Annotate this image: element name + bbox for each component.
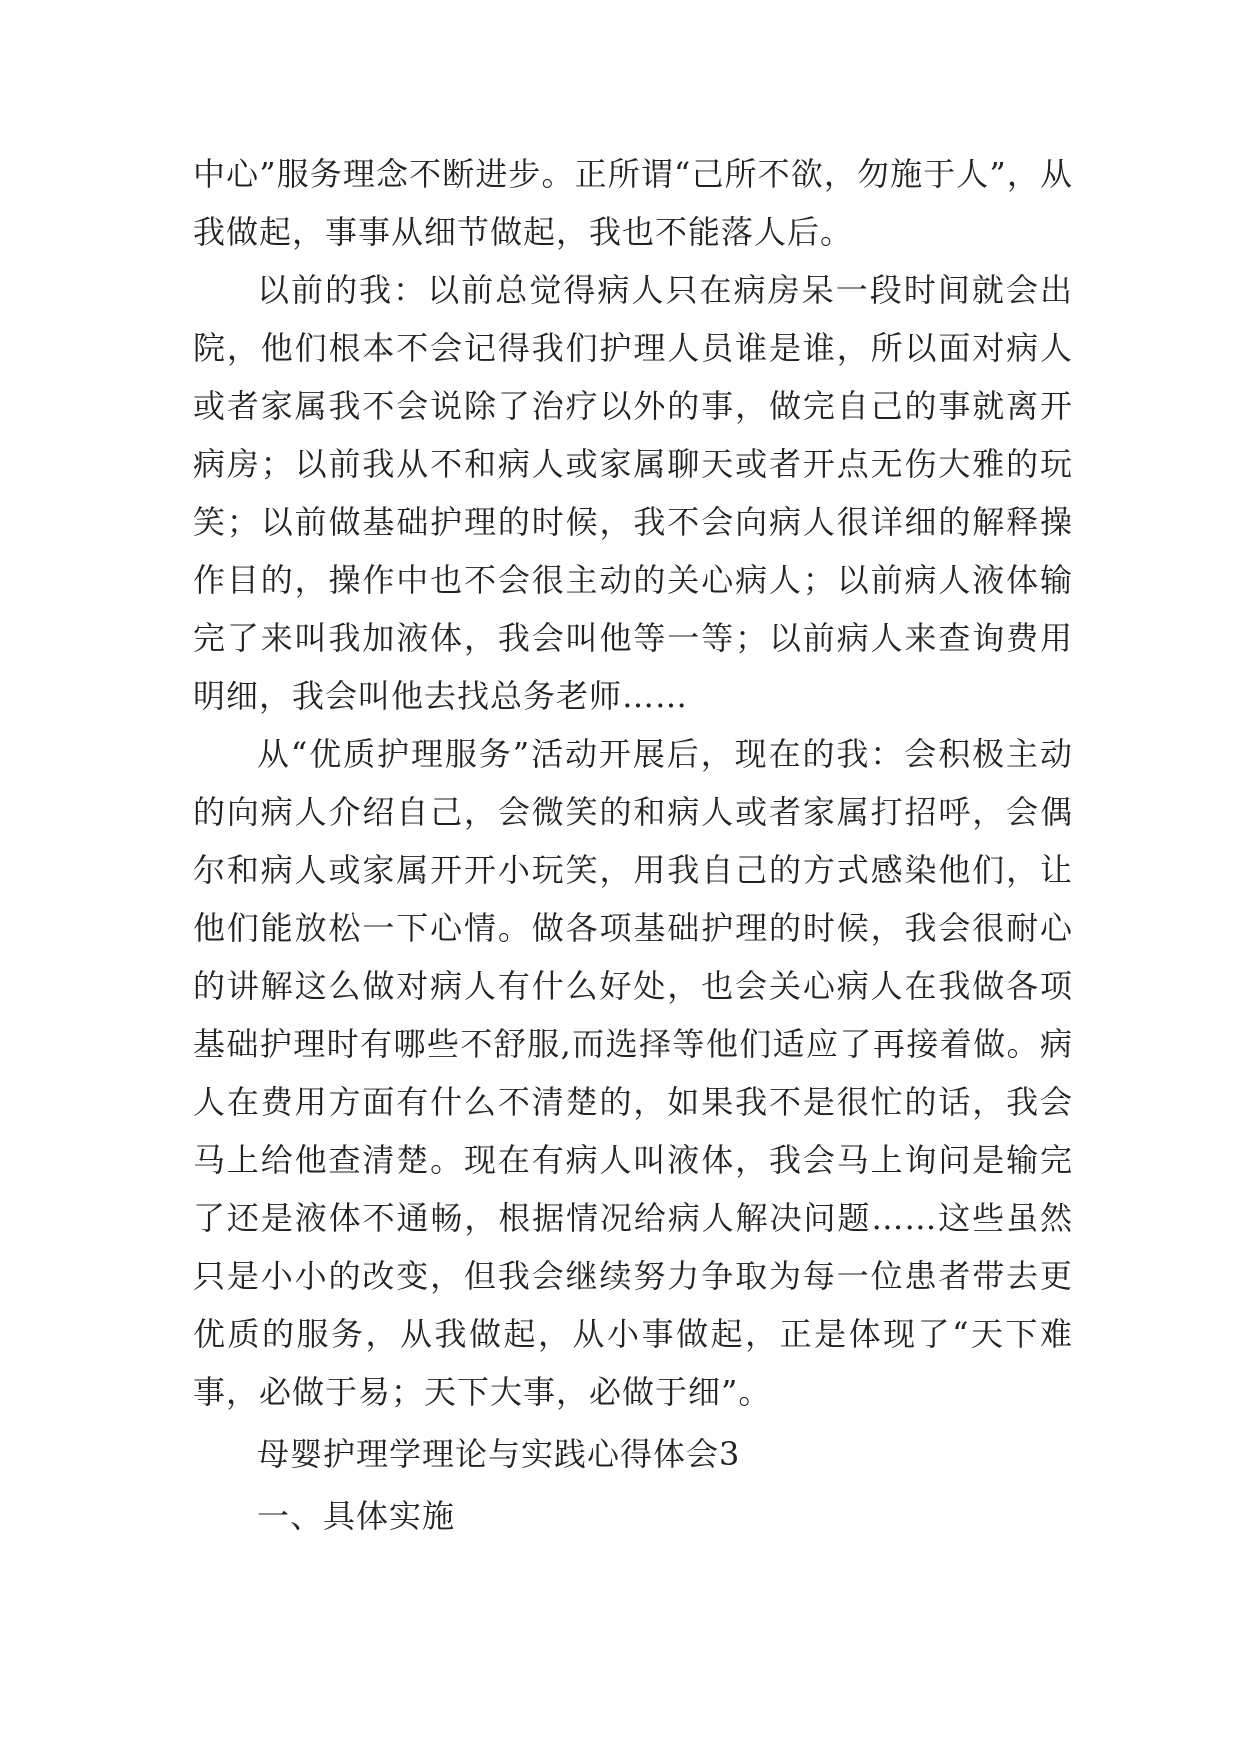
section-title: 母婴护理学理论与实践心得体会3 bbox=[257, 1435, 741, 1473]
subsection-title: 一、具体实施 bbox=[257, 1497, 456, 1535]
paragraph-before: 以前的我：以前总觉得病人只在病房呆一段时间就会出院，他们根本不会记得我们护理人员谁是谁，所以面对病人或者家属我不会说除了治疗以外的事，做完自己的事就离开病房；以前我从不和病人或家属聊天或者开点无伤大雅的玩笑；以前做基础护理的时候，我不会向病人很详细的解释操作目的，操作中也不会很主动的关心病人；以前病人液体输完了来叫我加液体，我会叫他等一等；以前病人来查询费用明细，我会叫他去找总务老师…… bbox=[193, 271, 1073, 715]
paragraph-continuation: 中心”服务理念不断进步。正所谓“己所不欲，勿施于人”，从我做起，事事从细节做起，我也不能落人后。 bbox=[193, 155, 1073, 251]
paragraph-after: 从“优质护理服务”活动开展后，现在的我：会积极主动的向病人介绍自己，会微笑的和病人或者家属打招呼，会偶尔和病人或家属开开小玩笑，用我自己的方式感染他们，让他们能放松一下心情。做各项基础护理的时候，我会很耐心的讲解这么做对病人有什么好处，也会关心病人在我做各项基础护理时有哪些不舒服,而选择等他们适应了再接着做。病人在费用方面有什么不清楚的，如果我不是很忙的话，我会马上给他查清楚。现在有病人叫液体，我会马上询问是输完了还是液体不通畅，根据情况给病人解决问题……这些虽然只是小小的改变，但我会继续努力争取为每一位患者带去更优质的服务，从我做起，从小事做起，正是体现了“天下难事，必做于易；天下大事，必做于细”。 bbox=[193, 735, 1073, 1411]
document-body bbox=[193, 145, 1073, 1545]
